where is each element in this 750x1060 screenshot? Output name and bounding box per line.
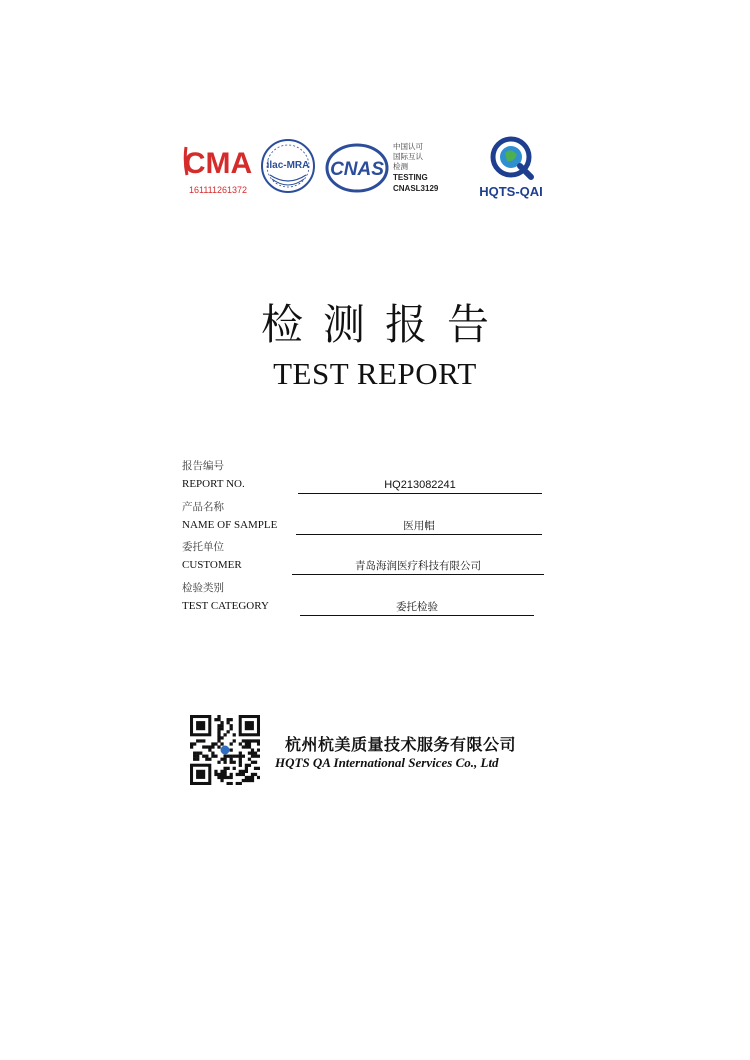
field-row bbox=[182, 519, 562, 539]
test-category-label-en: TEST CATEGORY bbox=[182, 600, 269, 613]
qr-code-icon bbox=[190, 715, 260, 785]
cma-mark-text: CMA bbox=[183, 147, 253, 180]
company-footer bbox=[190, 715, 560, 787]
test-category-label-cn: 检验类别 bbox=[182, 581, 224, 594]
label-row bbox=[182, 499, 562, 519]
hqts-text: HQTS-QAI bbox=[479, 184, 543, 199]
sample-name-label-en: NAME OF SAMPLE bbox=[182, 518, 278, 531]
company-name-cn: 杭州杭美质量技术服务有限公司 bbox=[285, 735, 517, 754]
ilac-text: ilac-MRA bbox=[266, 160, 310, 171]
label-row bbox=[182, 539, 562, 559]
report-no-label-en: REPORT NO. bbox=[182, 478, 245, 491]
label-row bbox=[182, 580, 562, 600]
field-row bbox=[182, 559, 562, 579]
customer-label-en: CUSTOMER bbox=[182, 559, 242, 572]
company-name-en: HQTS QA International Services Co., Ltd bbox=[275, 755, 499, 770]
cnas-line-5: CNASL3129 bbox=[393, 184, 439, 193]
test-category-value: 委托检验 bbox=[300, 600, 534, 616]
cnas-line-3: 检测 bbox=[393, 162, 408, 171]
report-no-label-cn: 报告编号 bbox=[182, 460, 224, 472]
report-fields bbox=[182, 458, 562, 620]
sample-name-label-cn: 产品名称 bbox=[182, 500, 224, 513]
field-row bbox=[182, 478, 562, 498]
cnas-logo-icon bbox=[325, 139, 453, 197]
customer-value: 青岛海润医疗科技有限公司 bbox=[292, 559, 544, 575]
hqts-qai-logo-icon bbox=[465, 133, 557, 201]
cma-number-text: 161111261372 bbox=[188, 185, 248, 195]
cnas-mark-text: CNAS bbox=[330, 159, 384, 180]
accreditation-logos bbox=[183, 133, 563, 203]
report-no-value: HQ213082241 bbox=[298, 478, 542, 494]
cma-logo-icon bbox=[183, 141, 253, 197]
title-english: TEST REPORT bbox=[273, 356, 477, 391]
ilac-mra-logo-icon bbox=[260, 135, 316, 197]
cnas-line-1: 中国认可 bbox=[393, 142, 423, 151]
customer-label-cn: 委托单位 bbox=[182, 541, 224, 554]
cnas-line-4: TESTING bbox=[393, 173, 428, 182]
cnas-line-2: 国际互认 bbox=[393, 152, 423, 161]
sample-name-value: 医用帽 bbox=[296, 519, 542, 535]
title-chinese: 检测报告 bbox=[260, 300, 509, 349]
label-row bbox=[182, 458, 562, 478]
field-row bbox=[182, 600, 562, 620]
